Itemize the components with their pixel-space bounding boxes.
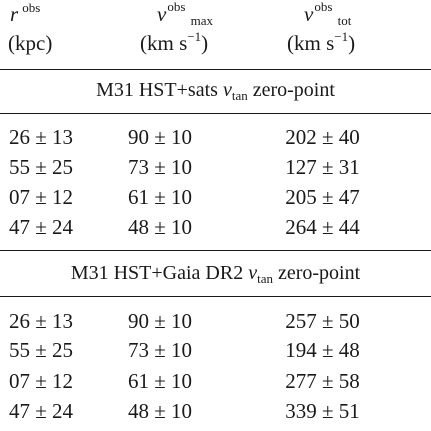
col2-header	[157, 0, 214, 28]
section-2-title-suffix: zero-point	[272, 262, 361, 284]
col3-unit-close: )	[348, 31, 356, 55]
col3-sup: obs	[314, 0, 333, 14]
col2-sub: max	[190, 13, 214, 28]
col2-unit-exp: −1	[187, 29, 202, 44]
table-cell: 61 ± 10	[127, 185, 193, 209]
table-cell: 90 ± 10	[127, 125, 193, 149]
section-2-title-var-sub: tan	[257, 271, 273, 286]
table-cell: 339 ± 51	[285, 399, 360, 423]
table-cell: 07 ± 12	[8, 185, 73, 209]
table-cell: 264 ± 44	[285, 215, 360, 239]
table-cell: 127 ± 31	[285, 155, 360, 179]
col2-unit	[140, 29, 209, 55]
table-cell: 47 ± 24	[8, 399, 73, 423]
col2-sup: obs	[167, 0, 186, 14]
table-cell: 257 ± 50	[285, 309, 360, 333]
section-1-title-prefix: M31 HST+sats	[96, 79, 223, 101]
section-1-title	[0, 79, 431, 103]
table-cell: 48 ± 10	[127, 215, 193, 239]
section-2-title	[0, 262, 431, 286]
section-1-title-var-sub: tan	[231, 88, 248, 103]
col3-header	[304, 0, 352, 28]
col3-unit	[287, 29, 356, 55]
col3-unit-text: (km s	[287, 31, 335, 55]
table-cell: 194 ± 48	[285, 338, 360, 362]
table-cell: 55 ± 25	[8, 338, 73, 362]
table-cell: 73 ± 10	[127, 155, 193, 179]
col2-unit-close: )	[201, 31, 209, 55]
section-2-rule	[0, 296, 431, 297]
section-1-rule	[0, 113, 431, 114]
table-cell: 277 ± 58	[285, 369, 360, 393]
col2-unit-text: (km s	[140, 31, 188, 55]
section-2-top-rule	[0, 250, 431, 251]
col1-unit: (kpc)	[8, 31, 53, 55]
section-2-title-prefix: M31 HST+Gaia DR2	[70, 262, 249, 284]
col3-unit-exp: −1	[334, 29, 349, 44]
section-2-title-var: v	[248, 262, 258, 284]
table-cell: 55 ± 25	[8, 155, 73, 179]
table-cell: 202 ± 40	[285, 125, 360, 149]
table-cell: 90 ± 10	[127, 309, 193, 333]
table-cell: 07 ± 12	[8, 369, 73, 393]
table-cell: 205 ± 47	[285, 185, 360, 209]
table-cell: 26 ± 13	[8, 125, 73, 149]
col3-symbol: v	[304, 2, 314, 26]
section-1-title-suffix: zero-point	[247, 79, 335, 101]
header-rule	[0, 69, 431, 70]
col1-sup: obs	[22, 0, 41, 15]
table-cell: 26 ± 13	[8, 309, 73, 333]
section-1-title-var: v	[222, 79, 232, 101]
col1-header	[10, 0, 41, 26]
table-cell: 48 ± 10	[127, 399, 193, 423]
table-cell: 47 ± 24	[8, 215, 73, 239]
col2-symbol: v	[157, 2, 167, 26]
col3-sub: tot	[337, 13, 352, 28]
col1-symbol: r	[10, 2, 19, 26]
table-cell: 61 ± 10	[127, 369, 193, 393]
table-cell: 73 ± 10	[127, 338, 193, 362]
